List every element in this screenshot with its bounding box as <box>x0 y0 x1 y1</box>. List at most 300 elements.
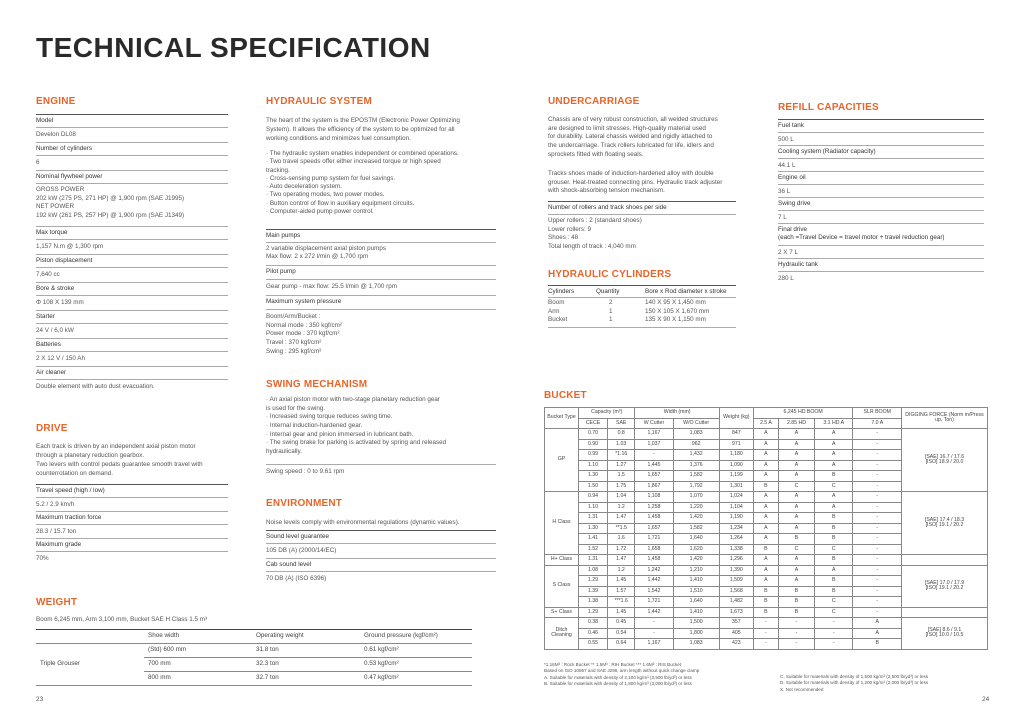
pilot-pump-label: Pilot pump <box>266 268 296 275</box>
bucket-cell: 1,458 <box>635 513 673 524</box>
bucket-cell: A <box>778 460 814 471</box>
bucket-cell: 0.70 <box>579 429 608 440</box>
bucket-col-boom1: 6,245 HD BOOM <box>753 408 853 419</box>
engine-value: 6 <box>36 159 40 166</box>
bucket-col-type: Bucket Type <box>545 408 579 429</box>
undercarriage-p1: Chassis are of very robust construction, all welded structures are designed to limit stresses. High-quality material used for durability. Lateral chassis welded and rigidly attached to the undercarriage. Track rollers lubricated for life, idlers and sprockets fitted with floating seals. <box>548 116 718 158</box>
bucket-cell: 1,640 <box>673 534 719 545</box>
bucket-cell: B <box>778 597 814 608</box>
rollers-values: Upper rollers : 2 (standard shoes) Lower rollers: 9 Shoes : 48 Total length of track : 4,040 mm <box>548 217 642 251</box>
digging-force <box>902 429 988 492</box>
page-number-left: 23 <box>36 696 44 703</box>
bucket-cell: 1,420 <box>673 513 719 524</box>
bucket-cell: B <box>814 471 853 482</box>
bucket-cell: 1,242 <box>635 565 673 576</box>
bucket-cell: 1,800 <box>673 628 719 639</box>
bucket-cell: 0.38 <box>579 618 608 629</box>
main-pumps-value: 2 variable displacement axial piston pumps Max flow: 2 x 272 l/min @ 1,700 rpm <box>266 245 387 261</box>
bucket-cell: 1.5 <box>608 471 635 482</box>
digging-force <box>902 607 988 618</box>
bucket-cell: B <box>814 555 853 566</box>
bucket-cell: 1,376 <box>673 460 719 471</box>
bucket-cell: 1,301 <box>719 481 753 492</box>
bucket-heading: BUCKET <box>544 390 587 401</box>
bucket-cell: 1,104 <box>719 502 753 513</box>
swing-bullets: · An axial piston motor with two-stage planetary reduction gear is used for the swing. · Increased swing torque reduces swing time. · Internal induction-hardened gear. · Internal gear and pinion immersed in lubricant bath. · The swing brake for parking is activated by spring and released hydraulically. <box>266 396 447 456</box>
bucket-cell: A <box>753 555 778 566</box>
bucket-col-boom2: SLR BOOM <box>853 408 902 419</box>
bucket-cell: C <box>778 481 814 492</box>
engine-label: Starter <box>36 313 55 320</box>
engine-label: Model <box>36 117 54 124</box>
bucket-cell: A <box>753 565 778 576</box>
bucket-cell: B <box>814 523 853 534</box>
bucket-cell: 1,640 <box>673 597 719 608</box>
bucket-cell: 1,210 <box>673 565 719 576</box>
power-line: 192 kW (261 PS, 257 HP) @ 1,900 rpm (SAE J1349) <box>36 212 185 220</box>
bucket-type: GP <box>545 429 579 492</box>
bucket-cell: - <box>778 628 814 639</box>
weight-row-label: Triple Grouser <box>36 644 144 686</box>
force-line: [SAE] 16.7 / 17.6 <box>924 453 965 460</box>
bucket-cell: 1,024 <box>719 492 753 503</box>
weight-heading: WEIGHT <box>36 597 78 608</box>
bucket-notes-right: C. Suitable for materials with density of 1,500 kg/m³ (2,500 lb/yd³) or less D. Suitable for materials with density of 1,200 kg/m³ (2,000 lb/yd³) or less X. Not recommended <box>780 674 929 692</box>
bucket-cell: - <box>814 628 853 639</box>
bucket-cell: 1.2 <box>608 565 635 576</box>
bucket-cell: 1,657 <box>635 523 673 534</box>
cylinders-heading: HYDRAULIC CYLINDERS <box>548 269 672 280</box>
bucket-cell: A <box>753 429 778 440</box>
bucket-cell: 1,070 <box>673 492 719 503</box>
bucket-cell: A <box>778 565 814 576</box>
swing-heading: SWING MECHANISM <box>266 379 368 390</box>
bucket-col-weight: Weight (kg) <box>719 408 753 429</box>
cylinder-cell: Arm <box>548 307 560 315</box>
bucket-cell: 1.30 <box>579 471 608 482</box>
bucket-cell: - <box>853 471 902 482</box>
bucket-cell: - <box>853 565 902 576</box>
drive-heading: DRIVE <box>36 423 68 434</box>
refill-heading: REFILL CAPACITIES <box>778 102 879 113</box>
bucket-cell: 1,568 <box>719 586 753 597</box>
bucket-cell: 1,500 <box>673 618 719 629</box>
bucket-cell: 1,410 <box>673 576 719 587</box>
bucket-cell: 1.29 <box>579 607 608 618</box>
sound-guarantee-label: Sound level guarantee <box>266 533 330 540</box>
engine-value: 7,640 cc <box>36 271 60 278</box>
bucket-cell: - <box>853 429 902 440</box>
bucket-cell: B <box>753 586 778 597</box>
bucket-cell: 423 <box>719 639 753 650</box>
bucket-cell: 1,658 <box>635 544 673 555</box>
bucket-cell: A <box>753 460 778 471</box>
bucket-cell: - <box>635 628 673 639</box>
drive-value: 5.2 / 2.9 km/h <box>36 501 75 508</box>
bucket-cell: 1,510 <box>673 586 719 597</box>
bucket-cell: 1,582 <box>673 471 719 482</box>
bucket-cell: 0.45 <box>608 618 635 629</box>
bucket-cell: 1,083 <box>673 429 719 440</box>
bucket-cell: - <box>853 555 902 566</box>
bucket-cell: A <box>753 523 778 534</box>
refill-label: Hydraulic tank <box>778 261 818 268</box>
engine-label: Bore & stroke <box>36 285 75 292</box>
bucket-cell: 1.27 <box>608 460 635 471</box>
bucket-cell: - <box>853 597 902 608</box>
bucket-cell: 1,721 <box>635 534 673 545</box>
bucket-cell: 1.10 <box>579 502 608 513</box>
bucket-cell: 1.75 <box>608 481 635 492</box>
refill-label: Cooling system (Radiator capacity) <box>778 148 876 155</box>
bucket-cell: B <box>814 513 853 524</box>
bucket-cell: 962 <box>673 439 719 450</box>
bucket-cell: A <box>753 439 778 450</box>
bucket-cell: 1.31 <box>579 513 608 524</box>
refill-value: 36 L <box>778 188 791 195</box>
main-pumps-label: Main pumps <box>266 232 301 239</box>
digging-force <box>902 618 988 650</box>
bucket-cell: B <box>814 576 853 587</box>
bucket-cell: C <box>778 544 814 555</box>
bucket-cell: - <box>753 618 778 629</box>
digging-force <box>902 555 988 566</box>
drive-value: 70% <box>36 555 49 562</box>
hydraulic-heading: HYDRAULIC SYSTEM <box>266 96 372 107</box>
bucket-cell: 1.50 <box>579 481 608 492</box>
force-line: [SAE] 17.4 / 18.3 <box>924 516 965 523</box>
bucket-cell: 1.52 <box>579 544 608 555</box>
bucket-cell: 1,108 <box>635 492 673 503</box>
bucket-cell: 0.54 <box>608 628 635 639</box>
refill-value: 2 X 7 L <box>778 249 798 256</box>
bucket-cell: A <box>778 523 814 534</box>
refill-value: 7 L <box>778 214 787 221</box>
bucket-cell: - <box>853 460 902 471</box>
bucket-cell: A <box>814 565 853 576</box>
cylinder-cell: 2 <box>609 299 613 306</box>
bucket-cell: - <box>778 639 814 650</box>
bucket-cell: 1,442 <box>635 576 673 587</box>
refill-value: 44.1 L <box>778 162 796 169</box>
refill-label: Engine oil <box>778 174 806 181</box>
bucket-cell: - <box>853 576 902 587</box>
bucket-type: S Class <box>545 565 579 607</box>
pressure-label: Maximum system pressure <box>266 298 342 305</box>
bucket-cell: 847 <box>719 429 753 440</box>
power-line: NET POWER <box>36 203 75 211</box>
bucket-cell: 0.64 <box>608 639 635 650</box>
bucket-cell: 1,264 <box>719 534 753 545</box>
bucket-cell: A <box>753 502 778 513</box>
engine-value: Develon DL08 <box>36 131 76 138</box>
bucket-cell: 1,458 <box>635 555 673 566</box>
bucket-cell: - <box>853 439 902 450</box>
bucket-col-capacity: Capacity (m³) <box>579 408 635 419</box>
table-row <box>545 555 988 566</box>
bucket-cell: - <box>753 639 778 650</box>
bucket-cell: 1,721 <box>635 597 673 608</box>
bucket-cell: 1,620 <box>673 544 719 555</box>
digging-force <box>902 565 988 607</box>
bucket-cell: B <box>778 586 814 597</box>
bucket-cell: A <box>778 471 814 482</box>
bucket-cell: 1.29 <box>579 576 608 587</box>
digging-force <box>902 492 988 555</box>
bucket-cell: A <box>814 492 853 503</box>
drive-label: Travel speed (high / low) <box>36 487 105 494</box>
bucket-cell: 1,657 <box>635 471 673 482</box>
cab-sound-label: Cab sound level <box>266 561 312 568</box>
bucket-cell: - <box>853 534 902 545</box>
bucket-cell: - <box>814 618 853 629</box>
table-row: Triple Grouser (Std) 600 mm 31.8 ton 0.61 kgf/cm² <box>36 644 472 658</box>
refill-label: Swing drive <box>778 200 811 207</box>
bucket-cell: A <box>814 429 853 440</box>
engine-label: Air cleaner <box>36 369 67 376</box>
cylinder-cell: 135 X 90 X 1,150 mm <box>645 316 706 323</box>
engine-value: Φ 108 X 139 mm <box>36 299 84 306</box>
power-line: 202 kW (275 PS, 271 HP) @ 1,900 rpm (SAE J1995) <box>36 194 185 202</box>
bucket-cell: A <box>753 513 778 524</box>
bucket-cell: B <box>853 639 902 650</box>
environment-intro: Noise levels comply with environmental regulations (dynamic values). <box>266 519 460 526</box>
bucket-cell: 1,180 <box>719 450 753 461</box>
drive-label: Maximum grade <box>36 541 82 548</box>
bucket-cell: C <box>814 607 853 618</box>
bucket-cell: - <box>853 513 902 524</box>
bucket-cell: 0.94 <box>579 492 608 503</box>
bucket-cell: - <box>853 481 902 492</box>
bucket-cell: 1,673 <box>719 607 753 618</box>
bucket-cell: - <box>853 586 902 597</box>
engine-label: Piston displacement <box>36 257 93 264</box>
bucket-cell: 1.45 <box>608 607 635 618</box>
engine-label: Number of cylinders <box>36 145 92 152</box>
bucket-cell: 1.47 <box>608 513 635 524</box>
engine-power-lines <box>36 186 184 221</box>
bucket-cell: 1,083 <box>673 639 719 650</box>
bucket-cell: ***1.6 <box>608 597 635 608</box>
force-line: [ISO] 10.0 / 10.5 <box>925 632 964 639</box>
drive-intro: Each track is driven by an independent axial piston motor through a planetary reduction gearbox. Two levers with control pedals guarantee smooth travel with counterrotation on demand. <box>36 443 203 477</box>
engine-heading: ENGINE <box>36 96 76 107</box>
bucket-cell: 1.03 <box>608 439 635 450</box>
cylinder-cell: Boom <box>548 299 565 306</box>
engine-value: 1,157 N.m @ 1,300 rpm <box>36 243 104 250</box>
bucket-col-force: DIGGING FORCE (Norm m/Press up, Ton) <box>902 408 988 429</box>
refill-label: Fuel tank <box>778 122 804 129</box>
swing-speed: Swing speed : 0 to 9.61 rpm <box>266 468 345 475</box>
weight-col-gp: Ground pressure (kgf/cm²) <box>360 630 472 644</box>
bucket-cell: 0.46 <box>579 628 608 639</box>
force-line: [ISO] 19.1 / 20.2 <box>925 522 964 528</box>
cylinder-cell: 1 <box>609 316 613 323</box>
cylinder-cell: 1 <box>609 307 613 315</box>
bucket-cell: A <box>778 492 814 503</box>
bucket-cell: A <box>853 618 902 629</box>
bucket-cell: 1,220 <box>673 502 719 513</box>
bucket-cell: A <box>853 628 902 639</box>
force-line: [ISO] 19.1 / 20.2 <box>925 585 964 591</box>
sound-guarantee-value: 105 DB (A) (2000/14/EC) <box>266 547 337 554</box>
bucket-cell: A <box>778 502 814 513</box>
final-drive-note: (each =Travel Device = travel motor + travel reduction gear) <box>778 234 945 241</box>
bucket-table: Bucket Type Capacity (m³) Width (mm) Weight (kg) 6,245 HD BOOM SLR BOOM DIGGING FORCE (Norm m/Press up, Ton) CECE SAE W Cutter W/O Cutter 2.5 A 2.85 HD 3.1 HD A 7.0 A GP 0.70 0.8 1,167 1,083 847 A A A - [SAE] 16.7 / 17.6 [ISO] 18.9 / 20.0 0.90 1.03 1,037 962 971 A A A - 0.99 *1.16 - 1,432 1,180 A A A - 1.10 1.27 1,445 1,376 1,090 A A A - 1.30 1.5 1,657 1,582 1,199 A A B - 1.50 1.75 1,867 1,792 1,301 B C C - H Class 0.94 1.04 1,108 1,070 1,024 A A A - [SAE] 17.4 / 18.3 [ISO] 19.1 / 20.2 1.10 1.2 1,258 1,220 1,104 A A A - 1.31 1.47 1,458 1,420 1,190 A A B - 1.30 **1.5 1,657 1,582 1,234 A A B - 1.41 1.6 1,721 1,640 1,264 A B B - 1.52 1.72 1,658 1,620 1,338 B C C - H+ Class 1.31 1.47 1,458 1,420 1,296 A A B - S Class 1.08 1.2 1,242 1,210 1,390 A A A - [SAE] 17.0 / 17.9 [ISO] 19.1 / 20.2 1.29 1.45 1,442 1,410 1,509 A A B - 1.39 1.57 1,542 1,510 1,568 B B B - 1.38 ***1.6 1,721 1,640 1,482 B B C - S+ Class 1.29 1.45 1,442 1,410 1,673 B B C - Ditch Cleaning 0.38 0.45 - 1,500 357 - - - A [SAE] 8.6 / 9.1 [ISO] 10.0 / 10.5 0.46 0.54 - 1,800 405 - - - A 0.55 0.64 1,167 1,083 423 - - - B <box>544 407 988 650</box>
bucket-cell: 1,867 <box>635 481 673 492</box>
bucket-cell: 1,410 <box>673 607 719 618</box>
engine-label: Max torque <box>36 229 68 236</box>
bucket-col-width: Width (mm) <box>635 408 719 419</box>
drive-label: Maximum traction force <box>36 514 102 521</box>
bucket-cell: 1.39 <box>579 586 608 597</box>
bucket-type: H+ Class <box>545 555 579 566</box>
weight-col-op: Operating weight <box>252 630 360 644</box>
undercarriage-heading: UNDERCARRIAGE <box>548 96 640 107</box>
bucket-cell: A <box>814 460 853 471</box>
bucket-cell: A <box>814 502 853 513</box>
bucket-cell: A <box>814 439 853 450</box>
bucket-type: Ditch Cleaning <box>545 618 579 650</box>
cylinder-cell: 150 X 105 X 1,670 mm <box>645 307 710 315</box>
bucket-cell: A <box>753 534 778 545</box>
bucket-cell: 1,390 <box>719 565 753 576</box>
engine-value: 24 V / 6,0 kW <box>36 327 74 334</box>
bucket-cell: 1.31 <box>579 555 608 566</box>
force-line: [SAE] 17.0 / 17.9 <box>924 579 965 586</box>
table-row <box>545 492 988 503</box>
bucket-cell: A <box>753 576 778 587</box>
bucket-cell: C <box>814 544 853 555</box>
bucket-cell: 1,167 <box>635 429 673 440</box>
bucket-cell: 1,445 <box>635 460 673 471</box>
bucket-cell: 1.30 <box>579 523 608 534</box>
bucket-cell: 1,234 <box>719 523 753 534</box>
bucket-cell: 1,442 <box>635 607 673 618</box>
cylinder-cell: 140 X 95 X 1,450 mm <box>645 299 706 306</box>
environment-heading: ENVIRONMENT <box>266 498 343 509</box>
bucket-cell: 357 <box>719 618 753 629</box>
bucket-cell: 1,037 <box>635 439 673 450</box>
bucket-cell: - <box>853 502 902 513</box>
bucket-cell: - <box>778 618 814 629</box>
hydraulic-intro: The heart of the system is the EPOSTM (Electronic Power Optimizing System). It allows the efficiency of the system to be optimized for all working conditions and minimizes fuel consumption. <box>266 117 460 143</box>
cyl-col-dim: Bore x Rod diameter x stroke <box>645 288 727 295</box>
bucket-cell: 1,258 <box>635 502 673 513</box>
bucket-cell: 0.99 <box>579 450 608 461</box>
bucket-cell: - <box>853 492 902 503</box>
bucket-cell: A <box>814 450 853 461</box>
table-row <box>545 618 988 629</box>
bucket-cell: C <box>814 597 853 608</box>
table-row: 700 mm 32.3 ton 0.53 kgf/cm² <box>36 658 472 672</box>
bucket-cell: - <box>853 450 902 461</box>
page-title: TECHNICAL SPECIFICATION <box>36 32 431 63</box>
table-row <box>545 565 988 576</box>
bucket-cell: A <box>778 513 814 524</box>
bucket-cell: 971 <box>719 439 753 450</box>
bucket-cell: A <box>778 450 814 461</box>
bucket-cell: 1,432 <box>673 450 719 461</box>
bucket-cell: 1.10 <box>579 460 608 471</box>
table-row <box>545 429 988 440</box>
cylinder-cell: Bucket <box>548 316 568 323</box>
bucket-cell: 1.2 <box>608 502 635 513</box>
page-number-right: 24 <box>982 696 990 703</box>
bucket-cell: 1.72 <box>608 544 635 555</box>
bucket-cell: 1,482 <box>719 597 753 608</box>
force-line: [SAE] 8.6 / 9.1 <box>927 626 962 633</box>
bucket-cell: 1,167 <box>635 639 673 650</box>
weight-col-empty <box>36 630 144 644</box>
bucket-cell: B <box>753 481 778 492</box>
bucket-cell: A <box>753 492 778 503</box>
bucket-cell: 1,338 <box>719 544 753 555</box>
hydraulic-bullets: · The hydraulic system enables independent or combined operations. · Two travel speeds offer either increased torque or high speed tracking. · Cross-sensing pump system for fuel savings. · Auto deceleration system. · Two operating modes, two power modes. · Button control of flow in auxiliary equipment circuits. · Computer-aided pump power control. <box>266 150 459 216</box>
bucket-cell: C <box>814 481 853 492</box>
bucket-cell: - <box>635 618 673 629</box>
bucket-cell: 1,792 <box>673 481 719 492</box>
bucket-cell: - <box>853 544 902 555</box>
bucket-type: S+ Class <box>545 607 579 618</box>
bucket-cell: B <box>778 607 814 618</box>
weight-col-shoe: Shoe width <box>144 630 252 644</box>
bucket-cell: B <box>814 534 853 545</box>
bucket-cell: B <box>753 607 778 618</box>
table-row <box>545 607 988 618</box>
bucket-notes: *1.16M³ : Rock Bucket ** 1.5M³ : RIH Bucket *** 1.6M³ : RIS Bucket Based on ISO 10567 and SAE J296, arm length without quick change clamp A. Suitable for materials with density of 2,100 kg/m³ (3,500 lb/yd³) or less B. Suitable for materials with density of 1,800 kg/m³ (3,000 lb/yd³) or less <box>544 662 700 687</box>
weight-intro: Boom 6,245 mm, Arm 3,100 mm, Bucket SAE H Class 1.5 m³ <box>36 616 208 623</box>
bucket-cell: *1.16 <box>608 450 635 461</box>
cab-sound-value: 70 DB (A) (ISO 6396) <box>266 575 327 582</box>
bucket-cell: A <box>778 576 814 587</box>
engine-label: Batteries <box>36 341 61 348</box>
bucket-cell: - <box>853 523 902 534</box>
bucket-cell: 1,420 <box>673 555 719 566</box>
table-row: 800 mm 32.7 ton 0.47 kgf/cm² <box>36 672 472 686</box>
bucket-cell: - <box>753 628 778 639</box>
bucket-cell: 1.41 <box>579 534 608 545</box>
bucket-cell: 1,542 <box>635 586 673 597</box>
bucket-cell: 1,190 <box>719 513 753 524</box>
bucket-cell: B <box>814 586 853 597</box>
bucket-cell: - <box>635 450 673 461</box>
bucket-cell: A <box>778 555 814 566</box>
bucket-cell: B <box>778 534 814 545</box>
weight-table <box>36 629 472 686</box>
pilot-pump-value: Gear pump - max flow: 25.5 l/min @ 1,700 rpm <box>266 283 397 290</box>
power-line: GROSS POWER <box>36 186 85 193</box>
bucket-cell: 1.6 <box>608 534 635 545</box>
drive-value: 28.3 / 15.7 ton <box>36 528 77 535</box>
bucket-cell: 1,090 <box>719 460 753 471</box>
bucket-cell: 0.55 <box>579 639 608 650</box>
bucket-cell: 1.04 <box>608 492 635 503</box>
bucket-cell: A <box>778 429 814 440</box>
cyl-col-name: Cylinders <box>548 288 575 295</box>
bucket-cell: A <box>753 471 778 482</box>
pressure-values: Boom/Arm/Bucket : Normal mode : 350 kgf/cm² Power mode : 370 kgf/cm² Travel : 370 kgf/cm² Swing : 295 kgf/cm² <box>266 313 342 355</box>
bucket-cell: B <box>753 597 778 608</box>
bucket-cell: **1.5 <box>608 523 635 534</box>
bucket-cell: 1.45 <box>608 576 635 587</box>
bucket-type: H Class <box>545 492 579 555</box>
bucket-cell: 1.38 <box>579 597 608 608</box>
rollers-label: Number of rollers and track shoes per side <box>548 204 667 211</box>
bucket-cell: - <box>814 639 853 650</box>
bucket-cell: 0.8 <box>608 429 635 440</box>
refill-value: 280 L <box>778 275 794 282</box>
